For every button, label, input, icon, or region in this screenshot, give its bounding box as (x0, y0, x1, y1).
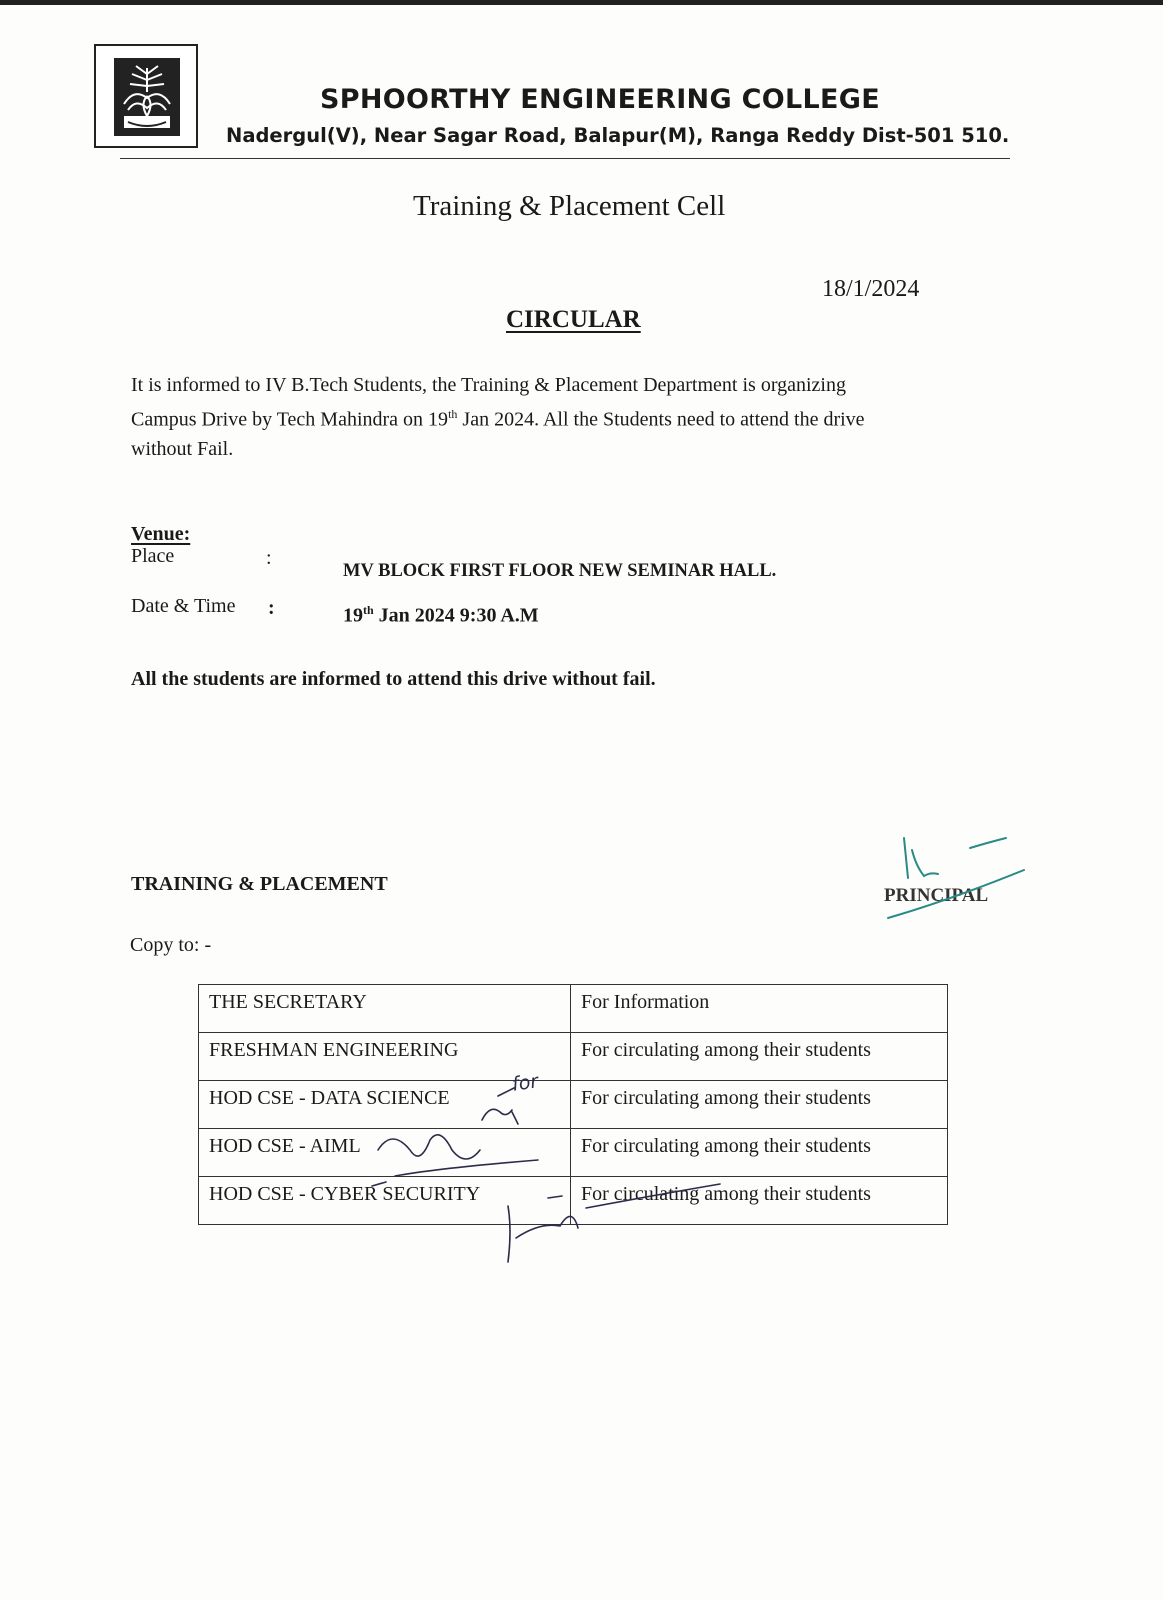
circular-date: 18/1/2024 (822, 276, 920, 302)
signatory-principal: PRINCIPAL (884, 885, 989, 906)
department-title: Training & Placement Cell (413, 190, 726, 222)
place-label: Place (131, 545, 175, 567)
body-line-3: without Fail. (131, 437, 234, 460)
copy-recipient: FRESHMAN ENGINEERING (199, 1033, 571, 1081)
datetime-label: Date & Time (131, 595, 236, 617)
copy-recipient: THE SECRETARY (199, 985, 571, 1033)
scan-edge (0, 0, 1163, 5)
copy-to-row (199, 1129, 948, 1177)
copy-to-row (199, 1033, 948, 1081)
copy-purpose: For circulating among their students (571, 1177, 948, 1225)
lotus-emblem-icon (114, 58, 180, 136)
copy-purpose: For circulating among their students (571, 1033, 948, 1081)
place-value: MV BLOCK FIRST FLOOR NEW SEMINAR HALL. (343, 561, 777, 581)
copy-to-table (198, 984, 948, 1225)
datetime-value: 19th Jan 2024 9:30 A.M (343, 603, 539, 627)
datetime-colon: : (268, 597, 275, 619)
copy-to-row (199, 1081, 948, 1129)
header-divider (120, 158, 1010, 159)
body-line-2: Campus Drive by Tech Mahindra on 19th Jan 2024. All the Students need to attend the drive (131, 407, 865, 431)
copy-to-row (199, 1177, 948, 1225)
college-name: SPHOORTHY ENGINEERING COLLEGE (320, 84, 880, 115)
circular-body (131, 371, 981, 464)
circular-heading: CIRCULAR (506, 306, 641, 333)
venue-heading: Venue: (131, 523, 191, 545)
place-colon: : (266, 547, 272, 569)
college-address: Nadergul(V), Near Sagar Road, Balapur(M), Ranga Reddy Dist-501 510. (226, 124, 1010, 147)
copy-purpose: For circulating among their students (571, 1129, 948, 1177)
attendance-notice: All the students are informed to attend this drive without fail. (131, 668, 656, 690)
copy-recipient: HOD CSE - AIML (199, 1129, 571, 1177)
copy-recipient: HOD CSE - DATA SCIENCE (199, 1081, 571, 1129)
copy-purpose: For Information (571, 985, 948, 1033)
handwritten-note: for (510, 1070, 540, 1096)
body-line-1: It is informed to IV B.Tech Students, the Training & Placement Department is organizing (131, 374, 846, 396)
copy-to-row (199, 985, 948, 1033)
copy-to-label: Copy to: - (130, 934, 212, 956)
copy-recipient: HOD CSE - CYBER SECURITY (199, 1177, 571, 1225)
signatory-training-placement: TRAINING & PLACEMENT (131, 873, 388, 895)
copy-purpose: For circulating among their students (571, 1081, 948, 1129)
college-logo (94, 44, 198, 148)
